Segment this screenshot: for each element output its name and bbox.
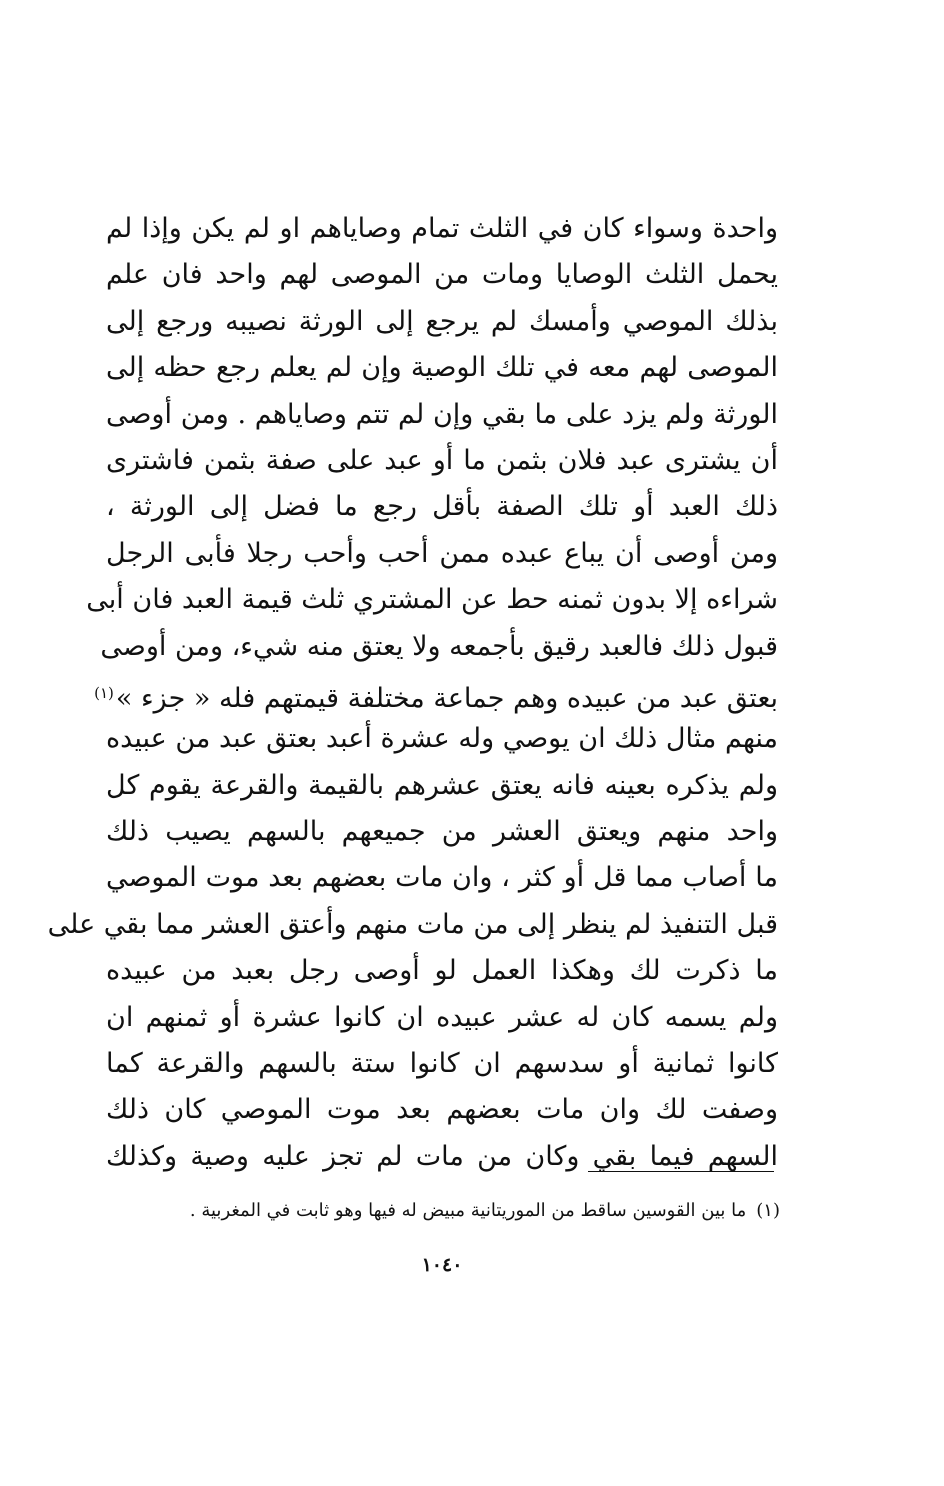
footnote-separator-rule — [588, 1171, 774, 1172]
text-line-13: ولم يذكره بعينه فانه يعتق عشرهم بالقيمة والقرعة يقوم كل — [106, 769, 778, 801]
footnote — [190, 1196, 780, 1226]
text-line-5: الورثة ولم يزد على ما بقي وإن لم تتم وصاياهم . ومن أوصى — [106, 398, 778, 430]
main-text-block — [47, 206, 778, 1180]
footnote-number: (١) — [756, 1200, 780, 1221]
text-line-16: قبل التنفيذ لم ينظر إلى من مات منهم وأعتق العشر مما بقي على — [47, 908, 778, 940]
text-line-2: يحمل الثلث الوصايا ومات من الموصى لهم واحد فان علم — [106, 259, 778, 291]
text-line-6: أن يشترى عبد فلان بثمن ما أو عبد على صفة بثمن فاشترى — [106, 444, 778, 476]
footnote-text: ما بين القوسين ساقط من الموريتانية مبيض له فيها وهو ثابت في المغربية . — [189, 1200, 747, 1221]
text-line-10: قبول ذلك فالعبد رقيق بأجمعه ولا يعتق منه شيء، ومن أوصى — [100, 630, 778, 662]
text-line-8: ومن أوصى أن يباع عبده ممن أحب وأحب رجلا فأبى الرجل — [106, 537, 778, 569]
text-line-20: وصفت لك وان مات بعضهم بعد موت الموصي كان ذلك — [106, 1094, 778, 1126]
text-line-4: الموصى لهم معه في تلك الوصية وإن لم يعلم رجع حظه إلى — [106, 352, 778, 384]
page-number: ١٠٤٠ — [421, 1254, 463, 1276]
text-line-15: ما أصاب مما قل أو كثر ، وان مات بعضهم بعد موت الموصي — [106, 862, 778, 894]
text-line-17: ما ذكرت لك وهكذا العمل لو أوصى رجل بعبد من عبيده — [106, 955, 778, 987]
text-line-7: ذلك العبد أو تلك الصفة بأقل رجع ما فضل إلى الورثة ، — [106, 491, 778, 523]
text-line-21: السهم فيما بقي وكان من مات لم تجز عليه وصية وكذلك — [106, 1140, 778, 1172]
text-line-14: واحد منهم ويعتق العشر من جميعهم بالسهم يصيب ذلك — [106, 816, 778, 848]
footnote-reference-marker: (١) — [94, 683, 114, 702]
text-line-18: ولم يسمه كان له عشر عبيده ان كانوا عشرة أو ثمنهم ان — [106, 1001, 778, 1033]
text-line-1: واحدة وسواء كان في الثلث تمام وصاياهم او لم يكن وإذا لم — [106, 213, 778, 244]
text-line-12: منهم مثال ذلك ان يوصي وله عشرة أعبد بعتق عبد من عبيده — [106, 723, 778, 755]
text-line-19: كانوا ثمانية أو سدسهم ان كانوا ستة بالسهم والقرعة كما — [106, 1048, 778, 1080]
text-line-3: بذلك الموصي وأمسك لم يرجع إلى الورثة نصيبه ورجع إلى — [106, 305, 778, 337]
text-line-11: بعتق عبد من عبيده وهم جماعة مختلفة قيمتهم فله « جزء »$^{(١)}$ — [94, 682, 778, 714]
text-line-9: شراءه إلا بدون ثمنه حط عن المشتري ثلث قيمة العبد فان أبى — [86, 584, 778, 616]
